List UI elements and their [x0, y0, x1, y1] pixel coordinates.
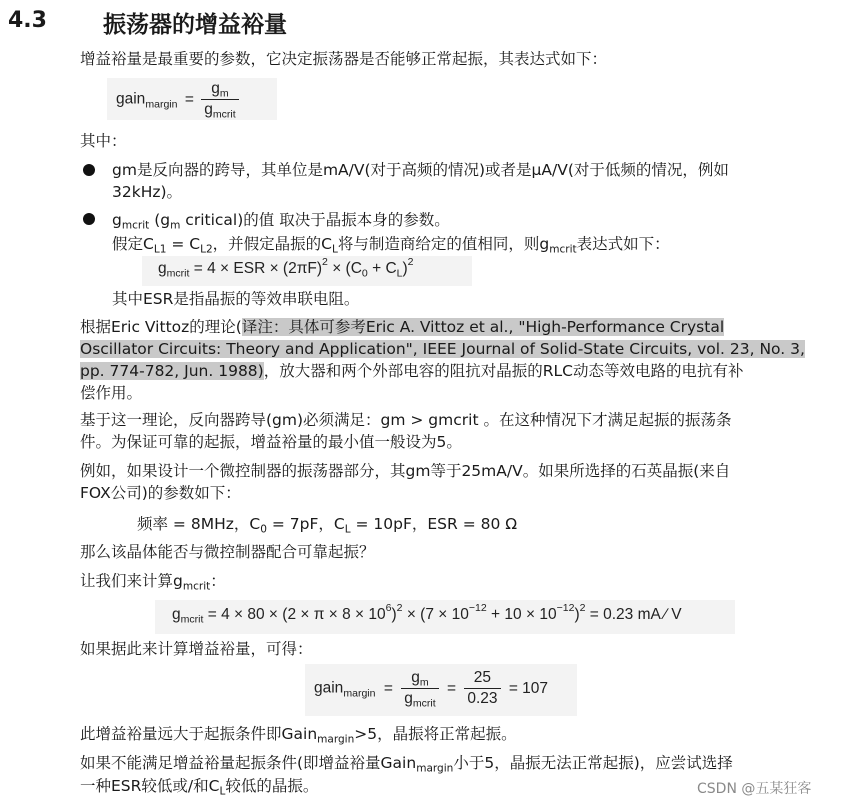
- vittoz-para-l1: 根据Eric Vittoz的理论(译注：具体可参考Eric A. Vittoz et al., "High-Performance Crystal: [80, 318, 725, 336]
- bullet-gm: gm是反向器的跨导，其单位是mA/V(对于高频的情况)或者是μA/V(对于低频的情况，例如: [112, 161, 729, 179]
- assumption-line: 假定$C_{L1} = C_{L2}$，并假定晶振的$C_L$将与制造商给定的值相同，则$g_{mcrit}$表达式如下：: [112, 235, 670, 256]
- intro-paragraph: 增益裕量是最重要的参数，它决定振荡器是否能够正常起振，其表达式如下：: [80, 50, 608, 68]
- conclusion-line: 此增益裕量远大于起振条件即Gain$_{margin}$>5，晶振将正常起振。: [80, 725, 517, 746]
- calc-line: 让我们来计算$g_{mcrit}$：: [80, 572, 226, 593]
- vittoz-para-l2: [80, 338, 805, 360]
- vittoz-para-l3: pp. 774-782, Jun. 1988)，放大器和两个外部电容的阻抗对晶振的RLC动态等效电路的电抗有补: [80, 362, 744, 380]
- where-label: 其中：: [80, 132, 127, 150]
- reference-highlight: Oscillator Circuits: Theory and Application", IEEE Journal of Solid-State Circuits, vol. 23, No. 3,: [80, 340, 805, 358]
- bullet-gmcrit: $g_{mcrit}$ ($g_m$ critical)的值 取决于晶振本身的参数。: [112, 211, 450, 232]
- gmcrit-formula: $g_{mcrit} = 4$ × ESR × $(2\pi F)^2 \times (C_0 + C_L)^2$: [158, 256, 414, 280]
- gmcrit-calculation: $g_{mcrit} = 4 \times 80 \times (2 \times \pi \times 8 \times 10^6)^2 \times (7 \times 10^{-12} + 10 \times 10^{-12})^2 = 0.23$ mA ∕ V: [172, 602, 682, 626]
- theory-para-l1: 基于这一理论，反向器跨导(gm)必须满足：gm > gmcrit 。在这种情况下才满足起振的振荡条: [80, 411, 732, 429]
- bullet-icon: [83, 164, 95, 176]
- crystal-params: 频率 = 8MHz，$C_0 = 7pF$，$C_L = 10pF$，ESR = 80 Ω: [137, 515, 518, 536]
- calc2-line: 如果据此来计算增益裕量，可得：: [80, 640, 313, 658]
- bullet-icon: [83, 213, 95, 225]
- esr-definition: 其中ESR是指晶振的等效串联电阻。: [112, 290, 360, 308]
- gain-margin-result: gain$_{margin}$ = $\frac{g_m}{g_{mcrit}}$ = $\frac{25}{0.23}$ = 107: [314, 669, 549, 710]
- theory-para-l2: 件。为保证可靠的起振，增益裕量的最小值一般设为5。: [80, 433, 462, 451]
- final-para-l2: 一种ESR较低或/和$C_L$较低的晶振。: [80, 777, 319, 798]
- watermark: CSDN @五某狂客: [697, 781, 812, 797]
- reference-highlight: 译注：具体可参考Eric A. Vittoz et al., "High-Performance Crystal: [241, 318, 725, 336]
- reference-highlight: pp. 774-782, Jun. 1988): [80, 362, 264, 380]
- gain-margin-formula: gain$_{margin}$ = $\frac{g_m}{g_{mcrit}}$: [116, 79, 239, 120]
- question-line: 那么该晶体能否与微控制器配合可靠起振？: [80, 543, 375, 561]
- example-para-l2: FOX公司)的参数如下：: [80, 484, 241, 502]
- section-title: 振荡器的增益裕量: [103, 12, 287, 38]
- vittoz-para-l4: 偿作用。: [80, 384, 143, 402]
- bullet-gm-cont: 32kHz)。: [112, 183, 183, 201]
- section-number: 4.3: [8, 8, 47, 33]
- final-para-l1: 如果不能满足增益裕量起振条件(即增益裕量Gain$_{margin}$小于5，晶振无法正常起振)，应尝试选择: [80, 754, 733, 775]
- example-para-l1: 例如，如果设计一个微控制器的振荡器部分，其gm等于25mA/V。如果所选择的石英晶振(来自: [80, 462, 731, 480]
